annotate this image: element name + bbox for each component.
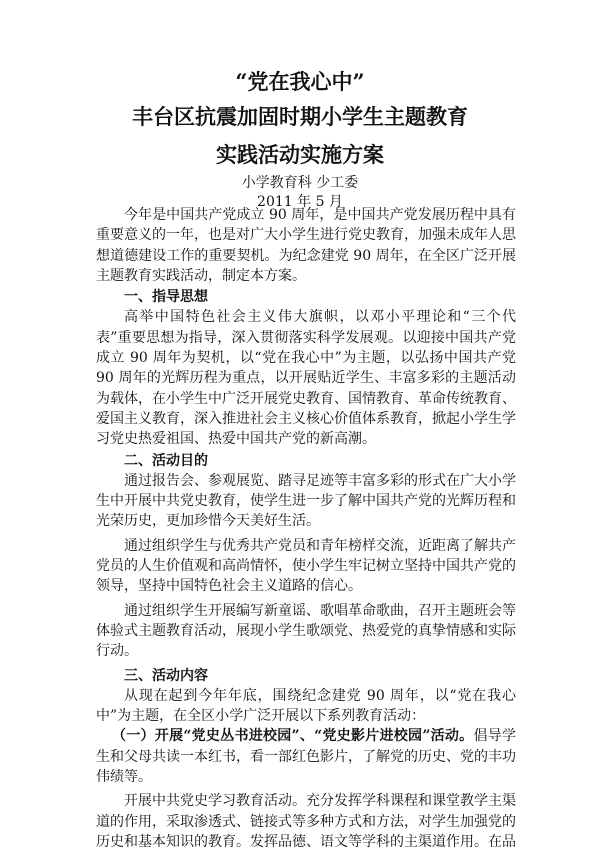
document-subtitle: 实践活动实施方案 <box>216 142 384 167</box>
document-byline: 小学教育科 少工委 <box>241 175 359 191</box>
content-paragraph-2: 开展中共党史学习教育活动。充分发挥学科课程和课堂教学主渠道的作用，采取渗透式、链接式等多种方式和方法，对学生加强党的历史和基本知识的教育。发挥品德、语文等学科的主渠道作用。在品 <box>96 793 516 850</box>
section-heading-content: 三、活动内容 <box>124 667 208 684</box>
content-paragraph-1: 从现在起到今年年底，围绕纪念建党 90 周年，以“党在我心中”为主题，在全区小学广泛开展以下系列教育活动： <box>96 687 516 725</box>
section-heading-guiding-thought: 一、指导思想 <box>124 289 208 306</box>
section-heading-purpose: 二、活动目的 <box>124 452 208 469</box>
document-title: 丰台区抗震加固时期小学生主题教育 <box>132 104 468 129</box>
purpose-paragraph-2: 通过组织学生与优秀共产党员和青年榜样交流，近距离了解共产党员的人生价值观和高尚情怀，使小学生牢记树立坚持中国共产党的领导，坚持中国特色社会主义道路的信心。 <box>96 537 516 595</box>
purpose-paragraph-3: 通过组织学生开展编写新童谣、歌唱革命歌曲，召开主题班会等体验式主题教育活动，展现小学生歌颂党、热爱党的真挚情感和实际行动。 <box>96 602 516 660</box>
document-title-slogan: “党在我心中” <box>235 69 365 94</box>
title-block <box>0 66 600 212</box>
document-date: 2011 年 5 月 <box>257 194 343 210</box>
guiding-thought-paragraph: 高举中国特色社会主义伟大旗帜，以邓小平理论和“三个代表”重要思想为指导，深入贯彻落实科学发展观。以迎接中国共产党成立 90 周年为契机，以“党在我心中”为主题，以弘扬中国共产党 90 周年的光辉历程为重点，以开展贴近学生、丰富多彩的主题活动为载体，在小学生中广泛开展党史教育、国情教育、革命传统教育、爱国主义教育，深入推进社会主义核心价值体系教育，掀起小学生学习党史热爱祖国、热爱中国共产党的新高潮。 <box>96 309 516 448</box>
content-item-1-text: 倡导学生和父母共读一本红书，看一部红色影片，了解党的历史、党的丰功伟绩等。 <box>96 728 517 786</box>
purpose-paragraph-1: 通过报告会、参观展览、踏寻足迹等丰富多彩的形式在广大小学生中开展中共党史教育，使学生进一步了解中国共产党的光辉历程和光荣历史，更加珍惜今天美好生活。 <box>96 472 516 530</box>
content-item-1 <box>96 726 516 787</box>
content-item-1-title: （一）开展“党史丛书进校园”、“党史影片进校园”活动。 <box>112 728 474 745</box>
document-body <box>96 205 516 852</box>
intro-paragraph: 今年是中国共产党成立 90 周年，是中国共产党发展历程中具有重要意义的一年，也是对广大小学生进行党史教育，加强未成年人思想道德建设工作的重要契机。为纪念建党 90 周年，在全区广泛开展主题教育实践活动，制定本方案。 <box>96 207 516 284</box>
